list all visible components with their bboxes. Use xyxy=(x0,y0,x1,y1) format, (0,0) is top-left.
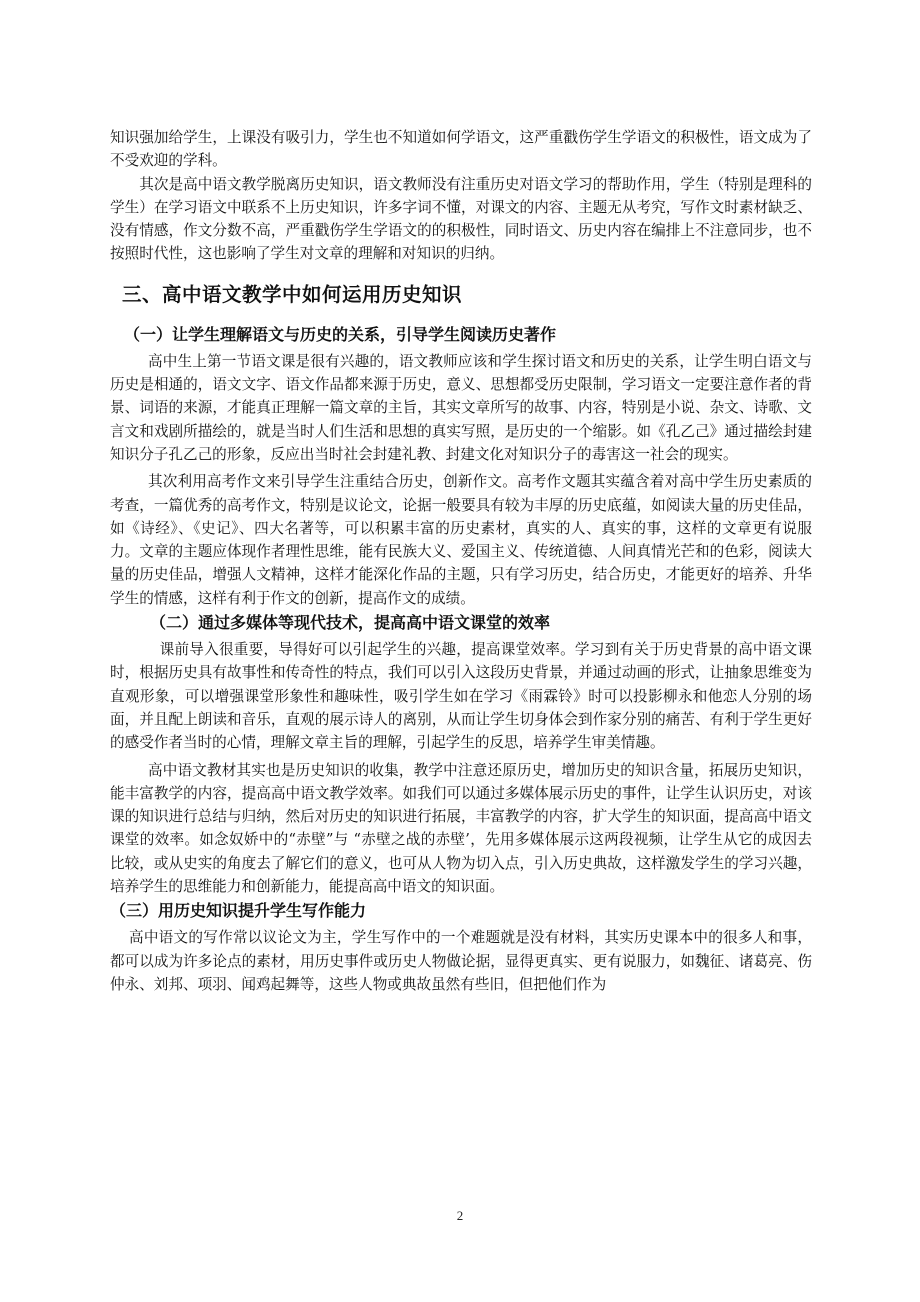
subsection-heading-2: （二）通过多媒体等现代技术，提高高中语文课堂的效率 xyxy=(150,613,551,633)
section-heading: 三、高中语文教学中如何运用历史知识 xyxy=(122,282,463,306)
page-number: 2 xyxy=(456,1208,464,1223)
page-body xyxy=(110,126,812,996)
paragraph: 其次是高中语文教学脱离历史知识，语文教师没有注重历史对语文学习的帮助作用，学生（特别是理科的学生）在学习语文中联系不上历史知识，许多字词不懂，对课文的内容、主题无从考究，写作文时素材缺乏、没有情感，作文分数不高，严重戳伤学生学语文的的积极性，同时语文、历史内容在编排上不注意同步，也不按照时代性，这也影响了学生对文章的理解和对知识的归纳。 xyxy=(110,175,812,263)
paragraph-continued: 知识强加给学生，上课没有吸引力，学生也不知道如何学语文，这严重戳伤学生学语文的积极性，语文成为了不受欢迎的学科。 xyxy=(110,129,812,170)
paragraph: 课前导入很重要，导得好可以引起学生的兴趣，提高课堂效率。学习到有关于历史背景的高中语文课时，根据历史具有故事性和传奇性的特点，我们可以引入这段历史背景，并通过动画的形式，让抽象思维变为直观形象，可以增强课堂形象性和趣味性，吸引学生如在学习《雨霖铃》时可以投影柳永和他恋人分别的场面，并且配上朗读和音乐，直观的展示诗人的离别，从而让学生切身体会到作家分别的痛苦、有利于学生更好的感受作者当时的心情，理解文章主旨的理解，引起学生的反思，培养学生审美情趣。 xyxy=(110,641,812,752)
paragraph: 高中语文教材其实也是历史知识的收集，教学中注意还原历史，增加历史的知识含量，拓展历史知识，能丰富教学的内容，提高高中语文教学效率。如我们可以通过多媒体展示历史的事件，让学生认识历史，对该课的知识进行总结与归纳，然后对历史的知识进行拓展，丰富教学的内容，扩大学生的知识面，提高高中语文课堂的效率。如念奴娇中的“赤壁”与 “赤壁之战的赤壁’，先用多媒体展示这两段视频，让学生从它的成因去比较，或从史实的角度去了解它们的意义，也可从人物为切入点，引入历史典故，这样激发学生的学习兴趣，培养学生的思维能力和创新能力，能提高高中语文的知识面。 xyxy=(110,761,812,896)
paragraph: 其次利用高考作文来引导学生注重结合历史，创新作文。高考作文题其实蕴含着对高中学生历史素质的考查，一篇优秀的高考作文，特别是议论文，论据一般要具有较为丰厚的历史底蕴，如阅读大量的历史佳品，如《诗经》、《史记》、四大名著等，可以积累丰富的历史素材，真实的人、真实的事，这样的文章更有说服力。文章的主题应体现作者理性思维，能有民族大义、爱国主义、传统道德、人间真情光芒和的色彩，阅读大量的历史佳品，增强人文精神，这样才能深化作品的主题，只有学习历史，结合历史，才能更好的培养、升华学生的情感，这样有利于作文的创新，提高作文的成绩。 xyxy=(110,473,812,607)
subsection-heading-1: （一）让学生理解语文与历史的关系，引导学生阅读历史著作 xyxy=(124,324,557,344)
subsection-heading-3: （三）用历史知识提升学生写作能力 xyxy=(110,901,367,921)
paragraph: 高中生上第一节语文课是很有兴趣的，语文教师应该和学生探讨语文和历史的关系，让学生明白语文与历史是相通的，语文文字、语文作品都来源于历史，意义、思想都受历史限制，学习语文一定要注意作者的背景、词语的来源，才能真正理解一篇文章的主旨，其实文章所写的故事、内容，特别是小说、杂文、诗歌、文言文和戏剧所描绘的，就是当时人们生活和思想的真实写照，是历史的一个缩影。如《孔乙己》通过描绘封建知识分子孔乙己的形象，反应出当时社会封建礼教、封建文化对知识分子的毒害这一社会的现实。 xyxy=(110,352,812,463)
paragraph: 高中语文的写作常以议论文为主，学生写作中的一个难题就是没有材料，其实历史课本中的很多人和事，都可以成为许多论点的素材，用历史事件或历史人物做论据，显得更真实、更有说服力，如魏征、诸葛亮、伤仲永、刘邦、项羽、闻鸡起舞等，这些人物或典故虽然有些旧，但把他们作为 xyxy=(110,929,812,993)
